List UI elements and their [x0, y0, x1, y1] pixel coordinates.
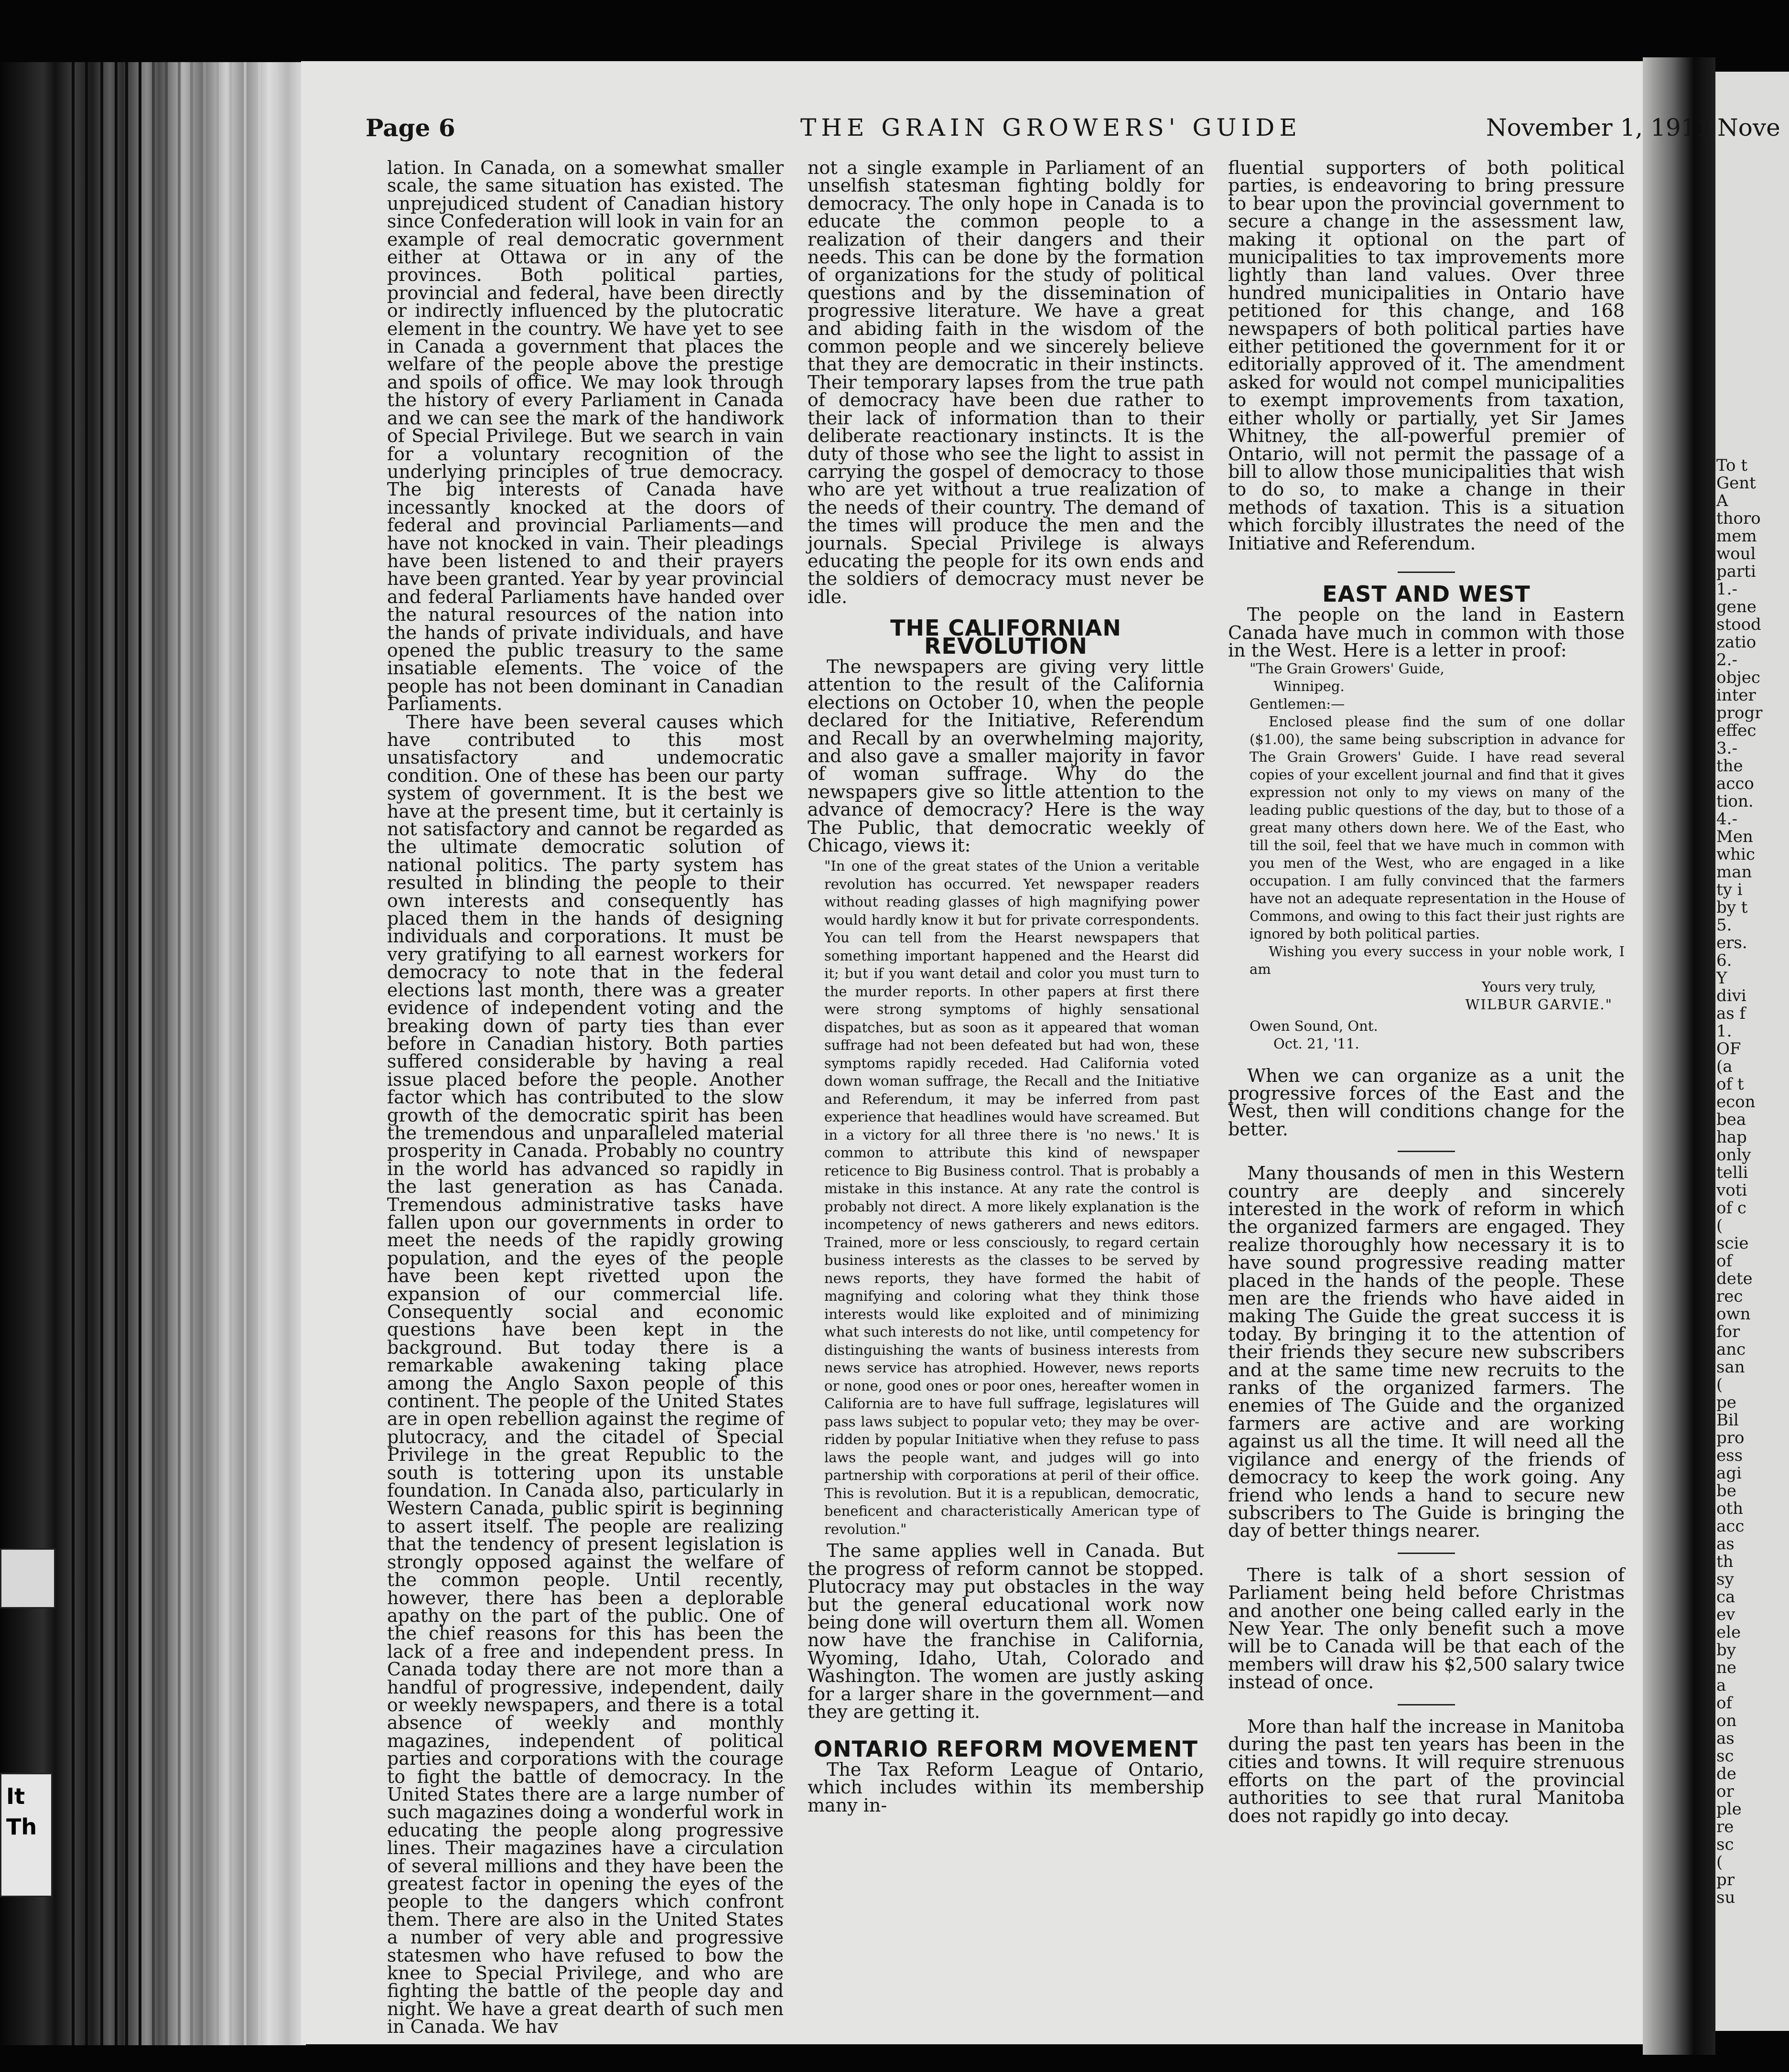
facing-page-line: oth — [1716, 1499, 1744, 1518]
letter-to-editor — [1228, 660, 1625, 1053]
facing-page-line: OF — [1716, 1039, 1741, 1058]
facing-page-line: progr — [1716, 703, 1763, 723]
facing-page-line: ( — [1716, 1216, 1723, 1235]
facing-page-line: scie — [1716, 1234, 1749, 1253]
issue-date: November 1, 1911 — [1486, 114, 1712, 141]
facing-page-line: 4.- — [1716, 809, 1737, 829]
page-gutter — [1643, 57, 1715, 2055]
divider-rule — [1398, 1553, 1455, 1554]
facing-page-line: on — [1716, 1711, 1737, 1730]
binding-tab-upper — [0, 1548, 55, 1608]
facing-page-line: econ — [1716, 1092, 1756, 1112]
facing-page-line: of t — [1716, 1075, 1744, 1094]
facing-page-line: san — [1716, 1358, 1745, 1377]
col3-paragraph-5: There is talk of a short session of Parliament being held before Christmas and another one being called early in the New Year. The only benefit such a move will be to Canada will be that each of the members will draw his $2,500 salary twice instead of once. — [1228, 1564, 1625, 1693]
newspaper-page — [301, 61, 1712, 2044]
facing-page-line: acco — [1716, 774, 1754, 793]
facing-page-line: objec — [1716, 668, 1760, 687]
page-number: Page 6 — [366, 114, 455, 142]
facing-page-line: 5. — [1716, 916, 1732, 935]
facing-page-line: ev — [1716, 1605, 1735, 1624]
facing-page-line: 6. — [1716, 951, 1732, 970]
col1-paragraph-1: lation. In Canada, on a somewhat smaller scale, the same situation has existed. The unprejudiced student of Canadian history since Confederation will look in vain for an example of real democratic government either at Ottawa or in any of the provinces. Both political parties, provincial and federal, have been directly or indirectly influenced by the plutocratic element in the country. We have yet to see in Canada a government that places the welfare of the people above the prestige and spoils of office. We may look through the history of every Parliament in Canada and we can see the mark of the handiwork of Special Privilege. But we search in vain for a voluntary recognition of the underlying principles of true democracy. The big interests of Canada have incessantly knocked at the doors of federal and provincial Parliaments—and have not knocked in vain. Their pleadings have been listened to and their prayers have been granted. Year by year provincial and federal Parliaments have handed over the natural resources of the nation into the hands of private individuals, and have opened the public treasury to the same insatiable elements. The voice of the people has not been dominant in Canadian Parliaments. — [387, 157, 784, 715]
letter-salutation: Gentlemen:— — [1250, 695, 1345, 712]
facing-page-line: as — [1716, 1729, 1735, 1748]
facing-page-line: the — [1716, 756, 1743, 776]
facing-page-line: su — [1716, 1888, 1735, 1907]
facing-page-line: re — [1716, 1817, 1734, 1836]
binding-tab-lower — [0, 1773, 53, 1897]
facing-page-fragment — [1715, 72, 1789, 2031]
facing-page-line: pr — [1716, 1870, 1735, 1889]
facing-page-line: voti — [1716, 1181, 1747, 1200]
facing-page-line: ( — [1716, 1375, 1723, 1394]
facing-page-header: Nove — [1717, 114, 1780, 141]
public-quote: "In one of the great states of the Union a veritable revolution has occurred. Yet newspaper readers without reading glasses of high magnifying power would hardly know it but for private correspondents. You can tell from the Hearst newspapers that something important happened and the Hearst did it; but if you want detail and color you must turn to the murder reports. In other papers at first there were strong symptoms of highly sensational dispatches, but as soon as it appeared that woman suffrage had not been defeated but had won, these symptoms rapidly receded. Had California voted down woman suffrage, the Recall and the Initiative and Referendum, it may be inferred from past experience that headlines would have screamed. But in a victory for all three there is 'no news.' It is common to attribute this kind of newspaper reticence to Big Business control. That is probably a mistake in this instance. At any rate the control is probably not direct. A more likely explanation is the incompetency of news gatherers and news editors. Trained, more or less consciously, to regard certain business interests as the classes to be served by news reports, they have formed the habit of magnifying and coloring what they think those interests would like exploited and of minimizing what such interests do not like, until competency for distinguishing the wants of business interests from news service has atrophied. However, news reports or none, good ones or poor ones, hereafter women in California are to have full suffrage, legislatures will pass laws subject to popular veto; they may be over-ridden by popular Initiative when they refuse to pass laws the people want, and judges will go into partnership with corporations at peril of their office. This is revolution. But it is a republican, democratic, beneficent and characteristically American type of revolution." — [824, 858, 1199, 1537]
facing-page-line: (a — [1716, 1057, 1733, 1076]
facing-page-line: ne — [1716, 1658, 1737, 1677]
facing-page-line: inter — [1716, 686, 1756, 705]
facing-page-line: effec — [1716, 721, 1757, 740]
facing-page-line: anc — [1716, 1340, 1746, 1359]
facing-page-line: or — [1716, 1782, 1734, 1801]
heading-californian-revolution: THE CALIFORNIAN REVOLUTION — [890, 615, 1121, 659]
facing-page-line: ty i — [1716, 880, 1743, 899]
facing-page-line: 2.- — [1716, 650, 1737, 669]
facing-page-line: de — [1716, 1764, 1736, 1783]
col3-paragraph-1: fluential supporters of both political parties, is endeavoring to bring pressure to bear upon the provincial government to secure a change in the assessment law, making it optional on the part of municipalities to tax improvements more lightly than land values. Over three hundred municipalities in Ontario have petitioned for this change, and 168 newspapers of both political parties have either petitioned the government for it or editorially approved of it. The amendment asked for would not compel municipalities to exempt improvements from taxation, either wholly or partially, yet Sir James Whitney, the all-powerful premier of Ontario, will not permit the passage of a bill to allow those municipalities that wish to do so, to make a change in their methods of taxation. This is a situation which forcibly illustrates the need of the Initiative and Referendum. — [1228, 157, 1625, 554]
book-binding-edge — [0, 62, 306, 2045]
col2-paragraph-3: The same applies well in Canada. But the progress of reform cannot be stopped. Plutocracy may put obstacles in the way but the general educational work now being done will overturn them all. Women now have the franchise in California, Wyoming, Idaho, Utah, Colorado and Washington. The women are justly asking for a larger share in the government—and they are getting it. — [808, 1540, 1204, 1723]
facing-page-line: Gent — [1716, 474, 1756, 493]
divider-rule — [1398, 1704, 1455, 1705]
col3-paragraph-4: Many thousands of men in this Western country are deeply and sincerely interested in the work of reform in which the organized farmers are engaged. They realize thoroughly how necessary it is to have sound progressive reading matter placed in the hands of the people. These men are the friends who have aided in making The Guide the great success it is today. By bringing it to the attention of their friends they secure new subscribers and at the same time new recruits to the ranks of the organized farmers. The enemies of The Guide and the organized farmers are active and are working against us all the time. It will need all the vigilance and energy of the friends of democracy to keep the work going. Any friend who lends a hand to secure new subscribers to The Guide is bringing the day of better things nearer. — [1228, 1163, 1625, 1542]
facing-page-line: ele — [1716, 1623, 1741, 1642]
tab-text-line2: Th — [6, 1814, 37, 1840]
facing-page-line: ers. — [1716, 933, 1747, 952]
facing-page-line: sc — [1716, 1835, 1734, 1854]
letter-signature: WILBUR GARVIE." — [1465, 996, 1613, 1013]
facing-page-line: woul — [1716, 544, 1756, 563]
facing-page-line: To t — [1716, 456, 1747, 475]
facing-page-line: 1.- — [1716, 580, 1737, 599]
facing-page-line: own — [1716, 1305, 1751, 1324]
col3-paragraph-2: The people on the land in Eastern Canada have much in common with those in the West. Here is a letter in proof: — [1228, 604, 1625, 661]
facing-page-line: divi — [1716, 986, 1746, 1005]
letter-city: Winnipeg. — [1273, 678, 1345, 694]
facing-page-line: of — [1716, 1252, 1733, 1271]
facing-page-line: only — [1716, 1145, 1751, 1165]
tab-text-line1: It — [6, 1783, 25, 1809]
facing-page-line: 1. — [1716, 1022, 1732, 1041]
facing-page-line: A — [1716, 491, 1728, 510]
facing-page-line: rec — [1716, 1287, 1743, 1306]
col1-paragraph-2: There have been several causes which have contributed to this most unsatisfactory and undemocratic condition. One of these has been our party system of government. It is the best we have at the present time, but it certainly is not satisfactory and cannot be regarded as the ultimate democratic solution of national politics. The party system has resulted in blinding the people to their own interests and consequently has placed them in the hands of designing individuals and corporations. It must be very gratifying to all earnest workers for democracy to note that in the federal elections last month, there was a greater evidence of independent voting and the breaking down of party ties than ever before in Canadian history. Both parties suffered considerable by having a real issue placed before the people. Another factor which has contributed to the slow growth of the democratic spirit has been the tremendous and unparalleled material prosperity in Canada. Probably no country in the world has advanced so rapidly in the last generation as has Canada. Tremendous administrative tasks have fallen upon our governments in order to meet the needs of the rapidly growing population, and the eyes of the people have been kept rivetted upon the expansion of our commercial life. Consequently social and economic questions have been kept in the background. But today there is a remarkable awakening taking place among the Anglo Saxon people of this continent. The people of the United States are in open rebellion against the regime of plutocracy, and the citadel of Special Privilege in the great Republic to the south is tottering upon its unstable foundation. In Canada also, particularly in Western Canada, public spirit is beginning to assert itself. The people are realizing that the tendency of present legislation is strongly opposed against the welfare of the common people. Until recently, however, there has been a deplorable apathy on the part of the public. One of the chief reasons for this has been the lack of a free and independent press. In Canada today there are not more than a handful of progressive, independent, daily or weekly newspapers, and there is a total absence of weekly and monthly magazines, independent of political parties and corporations with the courage to fight the battle of democracy. In the United States there are a large number of such magazines doing a wonderful work in educating the people along progressive lines. Their magazines have a circulation of several millions and they have been the greatest factor in opening the eyes of the people to the dangers which confront them. There are also in the United States a number of very able and progressive statesmen who have refused to bow the knee to Special Privilege, and who are fighting the battle of the people day and night. We have a great dearth of such men in Canada. We hav — [387, 711, 784, 2038]
facing-page-line: acc — [1716, 1517, 1745, 1536]
column-2 — [808, 159, 1204, 1814]
facing-page-line: mem — [1716, 527, 1757, 546]
facing-page-line: be — [1716, 1481, 1736, 1500]
facing-page-line: gene — [1716, 597, 1757, 616]
letter-date: Oct. 21, '11. — [1273, 1035, 1359, 1052]
facing-page-line: pro — [1716, 1428, 1745, 1447]
facing-page-line: man — [1716, 863, 1752, 882]
facing-page-line: as f — [1716, 1004, 1746, 1023]
col3-paragraph-6: More than half the increase in Manitoba during the past ten years has been in the cities and towns. It will require strenuous efforts on the part of the provincial authorities to see that rural Manitoba does not rapidly go into decay. — [1228, 1716, 1625, 1826]
facing-page-line: stood — [1716, 615, 1761, 634]
column-1 — [387, 159, 784, 2036]
facing-page-line: for — [1716, 1322, 1740, 1341]
facing-page-line: whic — [1716, 845, 1755, 864]
facing-page-line: ca — [1716, 1587, 1735, 1607]
facing-page-line: ( — [1716, 1853, 1723, 1872]
col3-paragraph-3: When we can organize as a unit the progressive forces of the East and the West, then will conditions change for the better. — [1228, 1065, 1625, 1140]
facing-page-line: bea — [1716, 1110, 1746, 1129]
col2-paragraph-4: The Tax Reform League of Ontario, which includes within its membership many in- — [808, 1759, 1204, 1816]
facing-page-line: Y — [1716, 969, 1727, 988]
facing-page-text — [1715, 457, 1789, 1907]
letter-addressee: "The Grain Growers' Guide, — [1250, 660, 1444, 677]
facing-page-line: dete — [1716, 1269, 1753, 1288]
letter-place: Owen Sound, Ont. — [1250, 1017, 1378, 1034]
masthead: THE GRAIN GROWERS' GUIDE — [800, 114, 1302, 141]
facing-page-line: hap — [1716, 1128, 1747, 1147]
facing-page-line: sc — [1716, 1747, 1734, 1766]
letter-closing: Yours very truly, — [1482, 978, 1596, 995]
facing-page-line: pe — [1716, 1393, 1736, 1412]
facing-page-line: of c — [1716, 1198, 1746, 1218]
facing-page-line: Bil — [1716, 1411, 1739, 1430]
letter-body: Enclosed please find the sum of one dollar ($1.00), the same being subscription in advance for The Grain Growers' Guide. I have read several copies of your excellent journal and find that it gives expression not only to my views on many of the leading public questions of the day, but to those of a great many others down here. We of the East, who till the soil, feel that we have much in common with you men of the West, who are engaged in a like occupation. I am fully convinced that the farmers have not an adequate representation in the House of Commons, and owing to this fact their just rights are ignored by both political parties. — [1250, 713, 1625, 942]
facing-page-line: Men — [1716, 827, 1753, 846]
divider-rule — [1398, 572, 1455, 573]
facing-page-line: 3.- — [1716, 739, 1737, 758]
facing-page-line: telli — [1716, 1163, 1748, 1182]
heading-east-and-west: EAST AND WEST — [1322, 581, 1530, 607]
facing-page-line: sy — [1716, 1570, 1734, 1589]
facing-page-line: ple — [1716, 1800, 1742, 1819]
col2-paragraph-1: not a single example in Parliament of an unselfish statesman fighting boldly for democracy. The only hope in Canada is to educate the common people to a realization of their dangers and their needs. This can be done by the formation of organizations for the study of political questions and by the dissemination of progressive literature. We have a great and abiding faith in the wisdom of the common people and we sincerely believe that they are democratic in their instincts. Their temporary lapses from the true path of democracy have been due rather to their lack of information than to their deliberate reactionary instincts. It is the duty of those who see the light to assist in carrying the gospel of democracy to those who are yet without a true realization of the needs of their country. The demand of the times will produce the men and the journals. Special Privilege is always educating the people for its own ends and the soldiers of democracy must never be idle. — [808, 157, 1204, 607]
heading-ontario-reform: ONTARIO REFORM MOVEMENT — [814, 1736, 1198, 1762]
divider-rule — [1398, 1151, 1455, 1152]
facing-page-line: of — [1716, 1694, 1733, 1713]
facing-page-line: th — [1716, 1552, 1734, 1571]
facing-page-line: zatio — [1716, 633, 1757, 652]
col2-paragraph-2: The newspapers are giving very little attention to the result of the California elections on October 10, when the people declared for the Initiative, Referendum and Recall by an overwhelming majority, and also gave a smaller majority in favor of woman suffrage. Why do the newspapers give so little attention to the advance of democracy? Here is the way The Public, that democratic weekly of Chicago, views it: — [808, 656, 1204, 856]
facing-page-line: agi — [1716, 1464, 1742, 1483]
column-3 — [1228, 159, 1625, 1825]
facing-page-line: as — [1716, 1534, 1735, 1554]
facing-page-line: thoro — [1716, 509, 1761, 528]
facing-page-line: ess — [1716, 1446, 1743, 1465]
facing-page-line: by t — [1716, 898, 1748, 917]
facing-page-line: a — [1716, 1676, 1726, 1695]
facing-page-line: tion. — [1716, 792, 1754, 811]
facing-page-line: parti — [1716, 562, 1756, 581]
letter-wishing: Wishing you every success in your noble work, I am — [1250, 943, 1625, 977]
facing-page-line: by — [1716, 1640, 1736, 1660]
